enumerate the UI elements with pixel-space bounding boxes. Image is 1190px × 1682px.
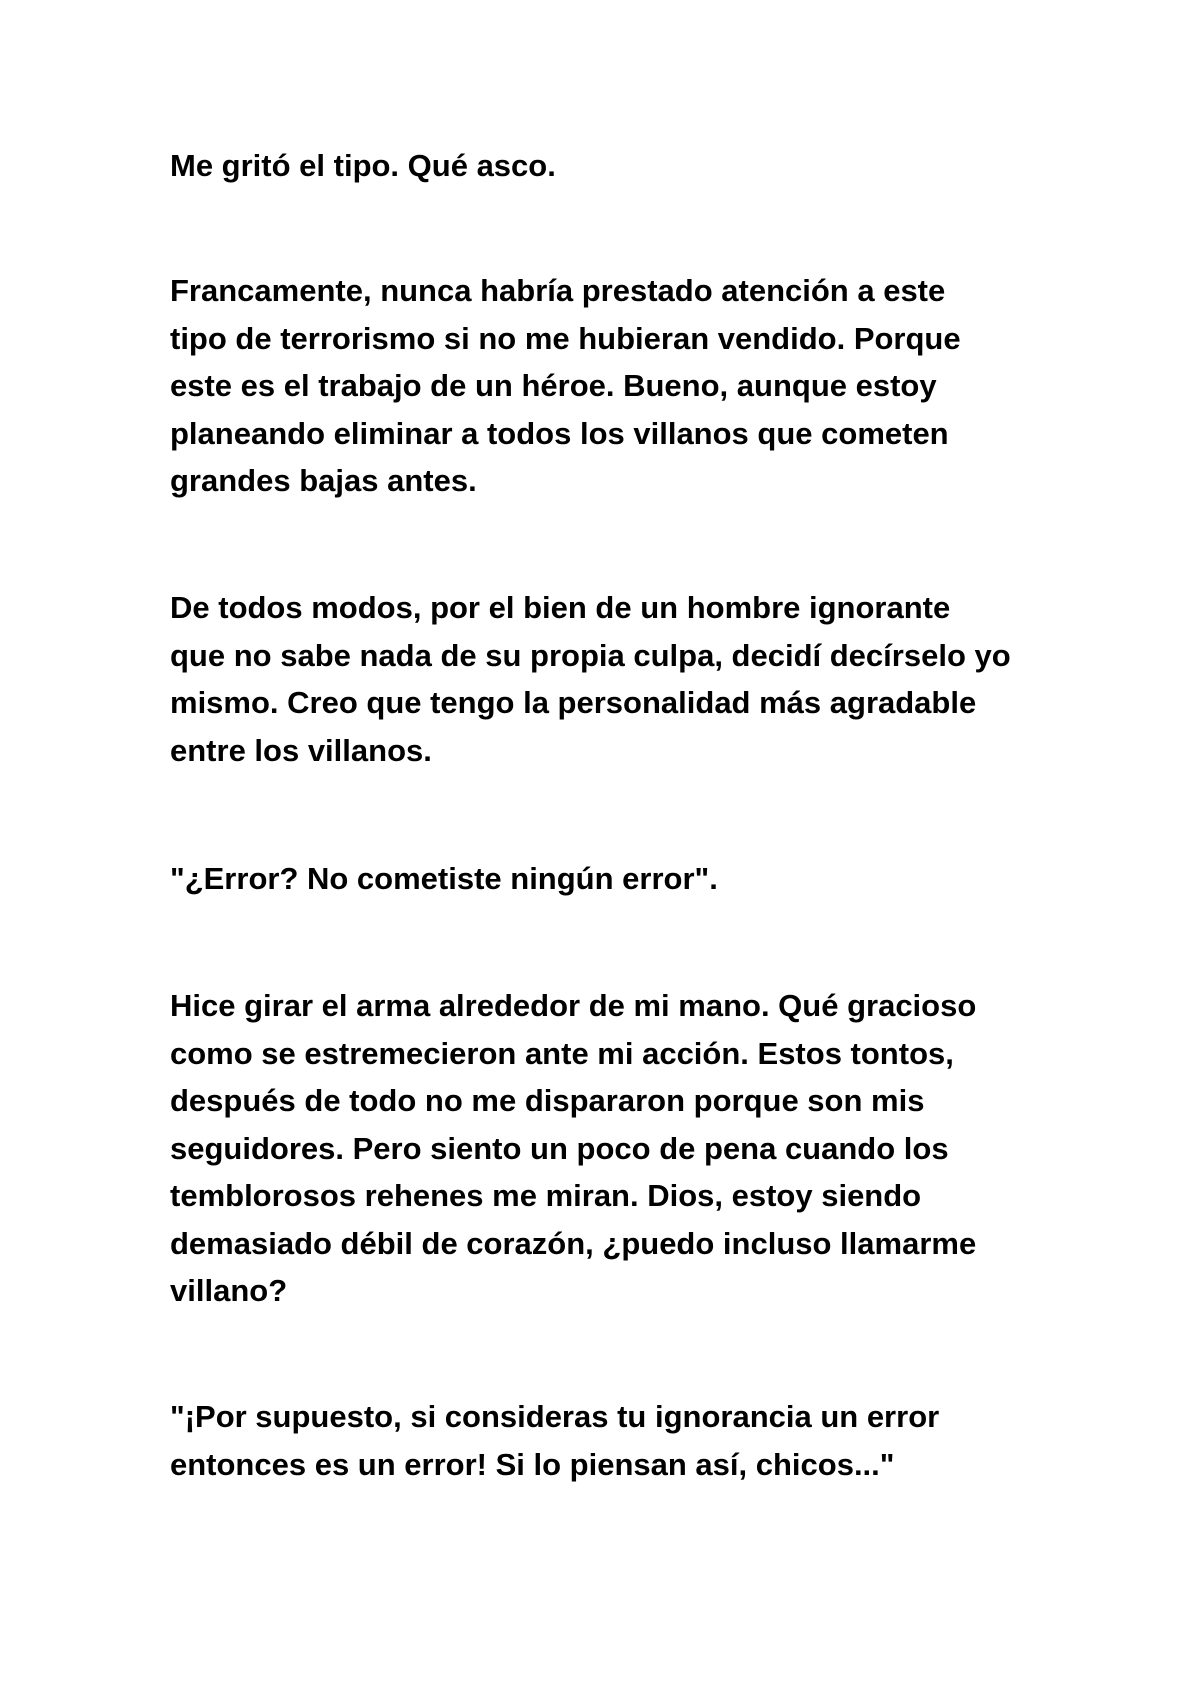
paragraph-2: Francamente, nunca habría prestado atención a este tipo de terrorismo si no me hubieran vendido. Porque este es el trabajo de un héroe. Bueno, aunque estoy planeando eliminar a todos los villanos que cometen grandes bajas antes.: [170, 273, 961, 498]
paragraph-4: "¿Error? No cometiste ningún error".: [170, 861, 718, 896]
paragraph-1: Me gritó el tipo. Qué asco.: [170, 148, 556, 183]
paragraph-6: "¡Por supuesto, si consideras tu ignorancia un error entonces es un error! Si lo piensan así, chicos...": [170, 1399, 940, 1482]
paragraph-5: Hice girar el arma alrededor de mi mano. Qué gracioso como se estremecieron ante mi acción. Estos tontos, después de todo no me dispararon porque son mis seguidores. Pero siento un poco de pena cuando los temblorosos rehenes me miran. Dios, estoy siendo demasiado débil de corazón, ¿puedo incluso llamarme villano?: [170, 988, 977, 1308]
paragraph-3: De todos modos, por el bien de un hombre ignorante que no sabe nada de su propia culpa, decidí decírselo yo mismo. Creo que tengo la personalidad más agradable entre los villanos.: [170, 590, 1011, 768]
